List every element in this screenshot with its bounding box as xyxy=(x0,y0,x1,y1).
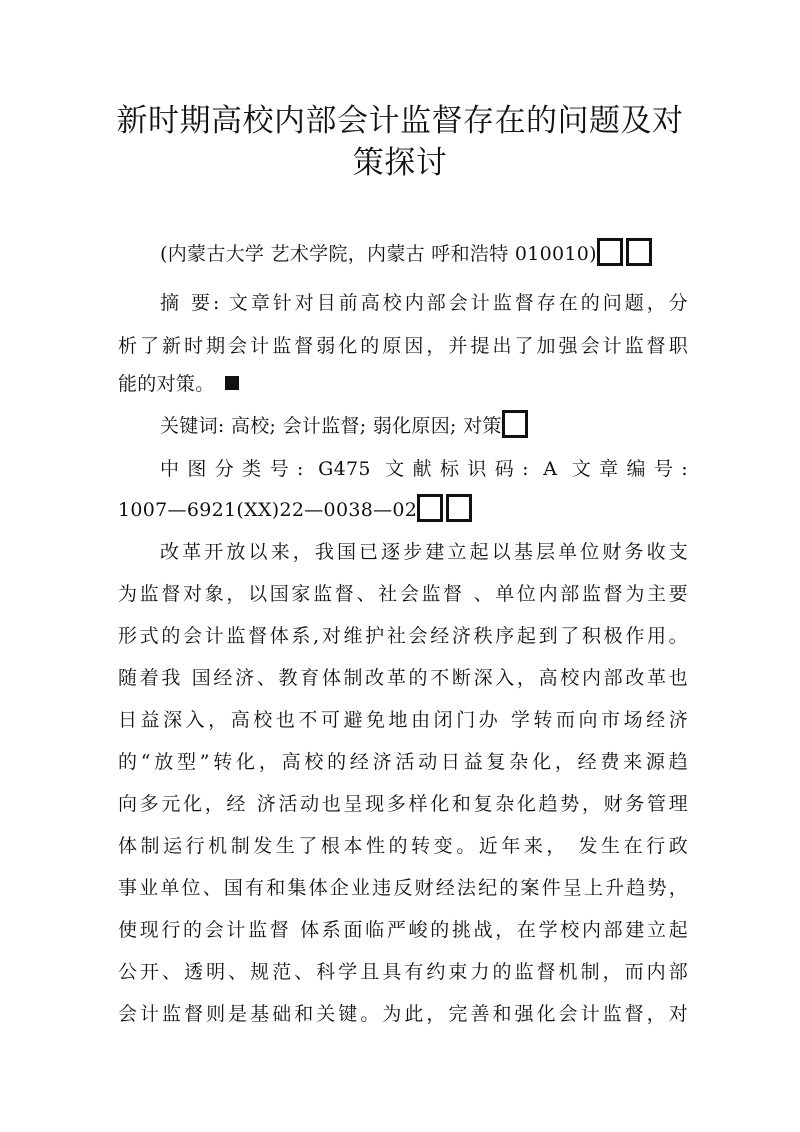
body-line: 改革开放以来，我国已逐步建立起以基层单位财务收支 xyxy=(160,541,688,563)
missing-glyph-box xyxy=(502,410,528,438)
missing-glyph-box xyxy=(626,238,652,266)
abstract-line-2: 析了新时期会计监督弱化的原因，并提出了加强会计监督职 xyxy=(118,335,688,357)
classification-line-1: 中图分类号: G475 文献标识码: A 文章编号: xyxy=(160,458,688,480)
missing-glyph-box xyxy=(446,494,472,522)
affiliation-line xyxy=(160,234,688,274)
page-title-line-1: 新时期高校内部会计监督存在的问题及对 xyxy=(116,103,684,139)
keywords-text: 关键词: 高校; 会计监督; 弱化原因; 对策 xyxy=(160,415,502,437)
abstract-line-3 xyxy=(118,364,688,404)
missing-glyph-box xyxy=(597,238,623,266)
body-line: 事业单位、国有和集体企业违反财经法纪的案件呈上升趋势， xyxy=(118,877,688,899)
square-bullet-icon xyxy=(225,376,239,390)
body-line: 为监督对象，以国家监督、社会监督 、单位内部监督为主要 xyxy=(118,583,688,605)
body-line: 的“放型”转化，高校的经济活动日益复杂化，经费来源趋 xyxy=(118,751,688,773)
page-title-line-2: 策探讨 xyxy=(352,145,448,181)
body-line: 向多元化，经 济活动也呈现多样化和复杂化趋势，财务管理 xyxy=(118,793,688,815)
body-line: 公开、透明、规范、科学且具有约束力的监督机制，而内部 xyxy=(118,961,688,983)
classification-line-2 xyxy=(118,490,688,530)
body-line: 日益深入，高校也不可避免地由闭门办 学转而向市场经济 xyxy=(118,709,688,731)
affiliation-text: (内蒙古大学 艺术学院，内蒙古 呼和浩特 010010) xyxy=(160,243,597,265)
body-line: 会计监督则是基础和关键。为此，完善和强化会计监督，对 xyxy=(118,1003,688,1025)
article-number: 1007—6921(XX)22—0038—02 xyxy=(118,499,418,521)
abstract-line-1: 摘 要: 文章针对目前高校内部会计监督存在的问题，分 xyxy=(160,292,688,314)
body-line: 体制运行机制发生了根本性的转变。近年来， 发生在行政 xyxy=(118,835,688,857)
body-line: 使现行的会计监督 体系面临严峻的挑战，在学校内部建立起 xyxy=(118,919,688,941)
body-line: 形式的会计监督体系,对维护社会经济秩序起到了积极作用。 xyxy=(118,625,688,647)
body-line: 随着我 国经济、教育体制改革的不断深入，高校内部改革也 xyxy=(118,667,688,689)
missing-glyph-box xyxy=(417,494,443,522)
abstract-line-3-text: 能的对策。 xyxy=(118,373,215,395)
keywords-line xyxy=(160,406,688,446)
